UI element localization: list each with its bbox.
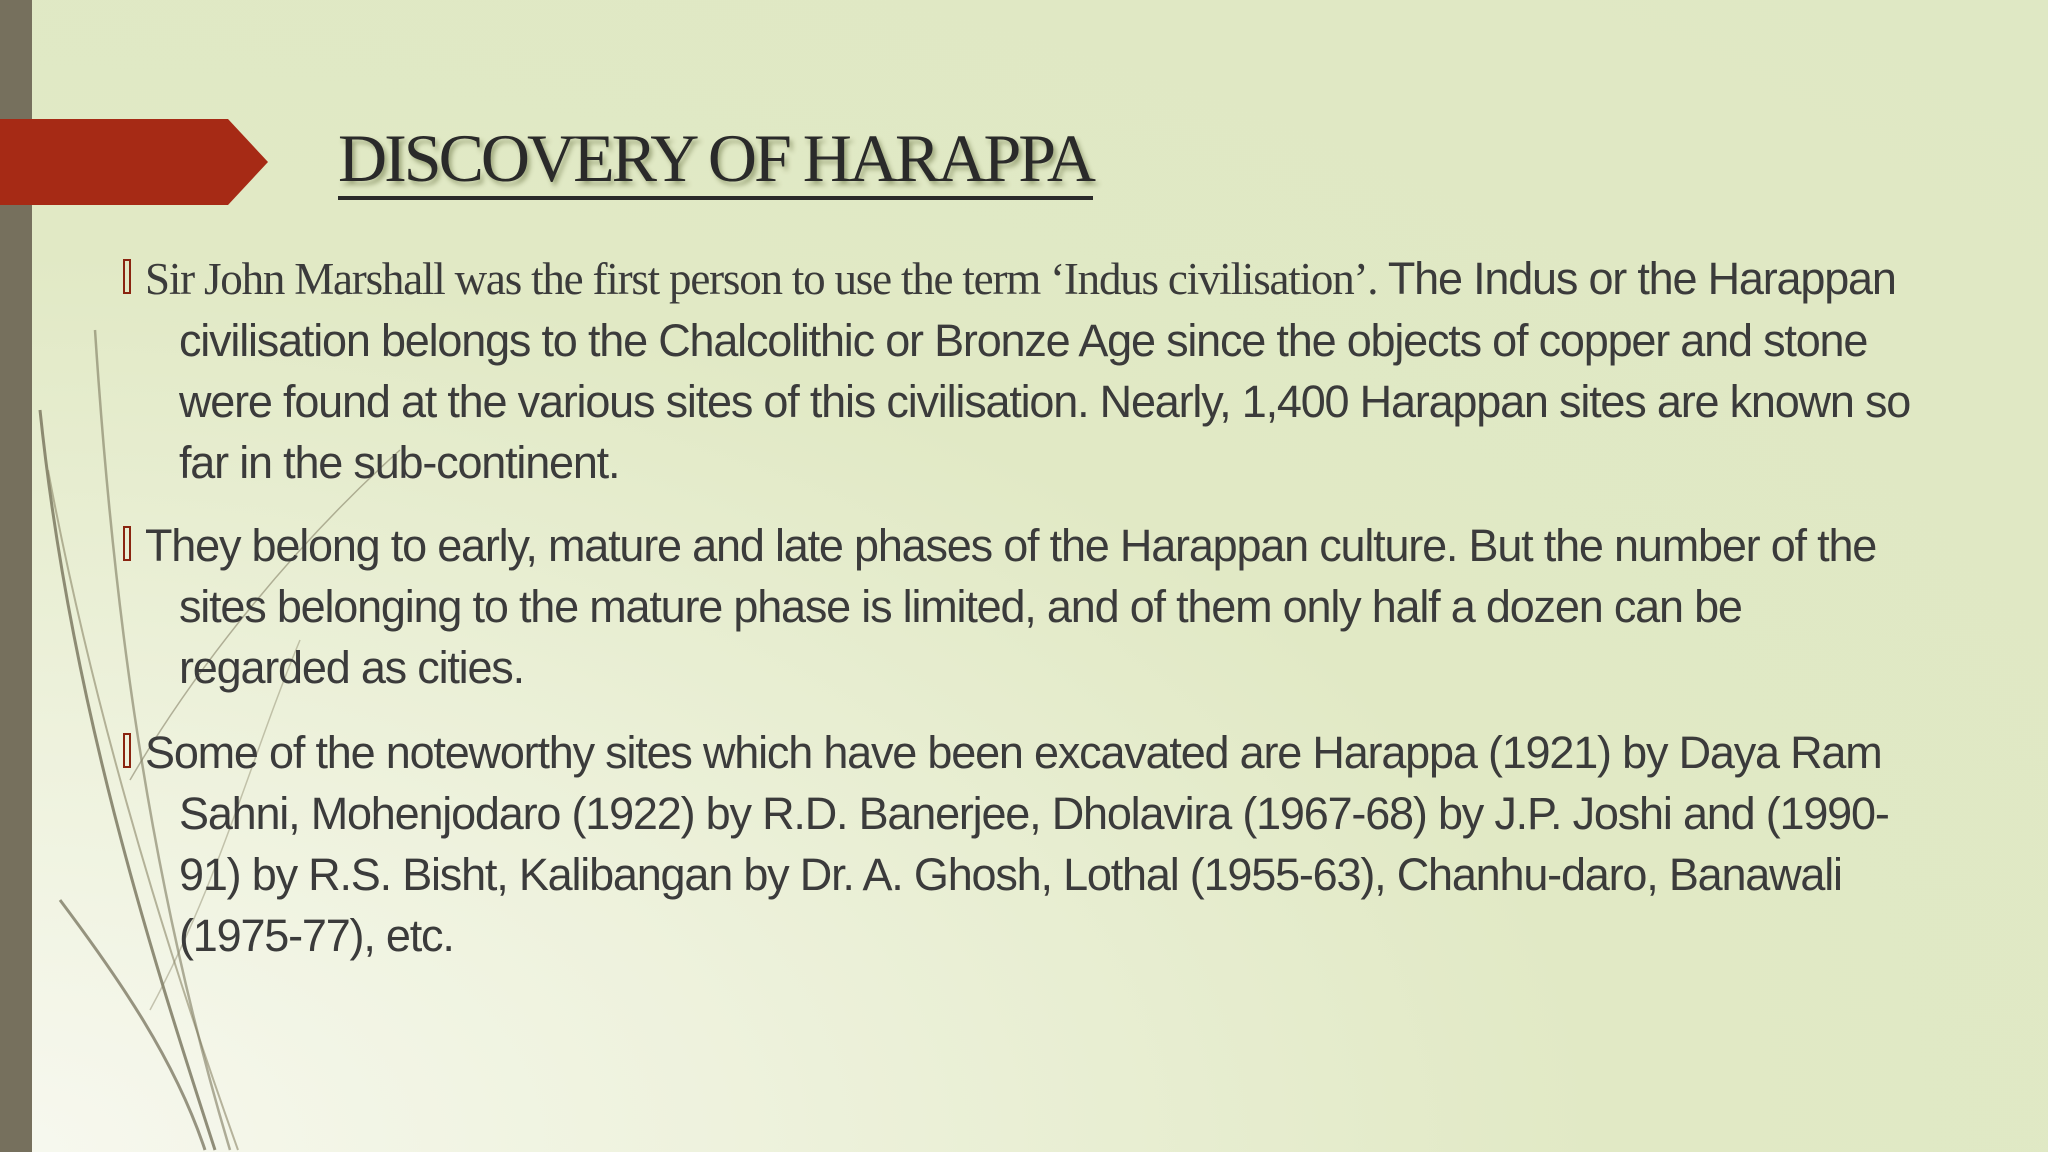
bullet-item-marshall <box>120 248 1920 493</box>
bullet-body-text: The Indus or the Harappan civilisation belongs to the Chalcolithic or Bronze Age since the objects of copper and stone were found at the various sites of this civilisation. Nearly, 1,400 Harappan sites are known so far in the sub-continent. <box>179 253 1911 488</box>
bullet-list <box>120 248 1920 988</box>
slide-title: DISCOVERY OF HARAPPA <box>338 120 1093 200</box>
title-accent-arrow <box>0 119 268 205</box>
bullet-marker-icon <box>123 526 131 561</box>
bullet-lead-text: Some of the noteworthy sites which have been excavated are Harappa (1921) by <box>145 727 1668 778</box>
bullet-body-text: number of the sites belonging to the mature phase is limited, and of them only half a dozen can be regarded as cities. <box>179 520 1877 693</box>
bullet-item-phases <box>120 515 1920 698</box>
bullet-marker-icon <box>123 259 131 294</box>
bullet-item-sites <box>120 722 1920 966</box>
bullet-lead-text: They belong to early, mature and late phases of the Harappan culture. But the <box>145 520 1603 571</box>
bullet-marker-icon <box>123 733 131 768</box>
bullet-lead-text: Sir John Marshall was the first person to use the term ‘Indus civilisation’. <box>145 254 1378 304</box>
bullet-body-text: Daya Ram Sahni, Mohenjodaro (1922) by R.D. Banerjee, Dholavira (1967-68) by J.P. Joshi and (1990-91) by R.S. Bisht, Kalibangan by Dr. A. Ghosh, Lothal (1955-63), Chanhu-daro, Banawali (1975-77), etc. <box>179 727 1889 961</box>
